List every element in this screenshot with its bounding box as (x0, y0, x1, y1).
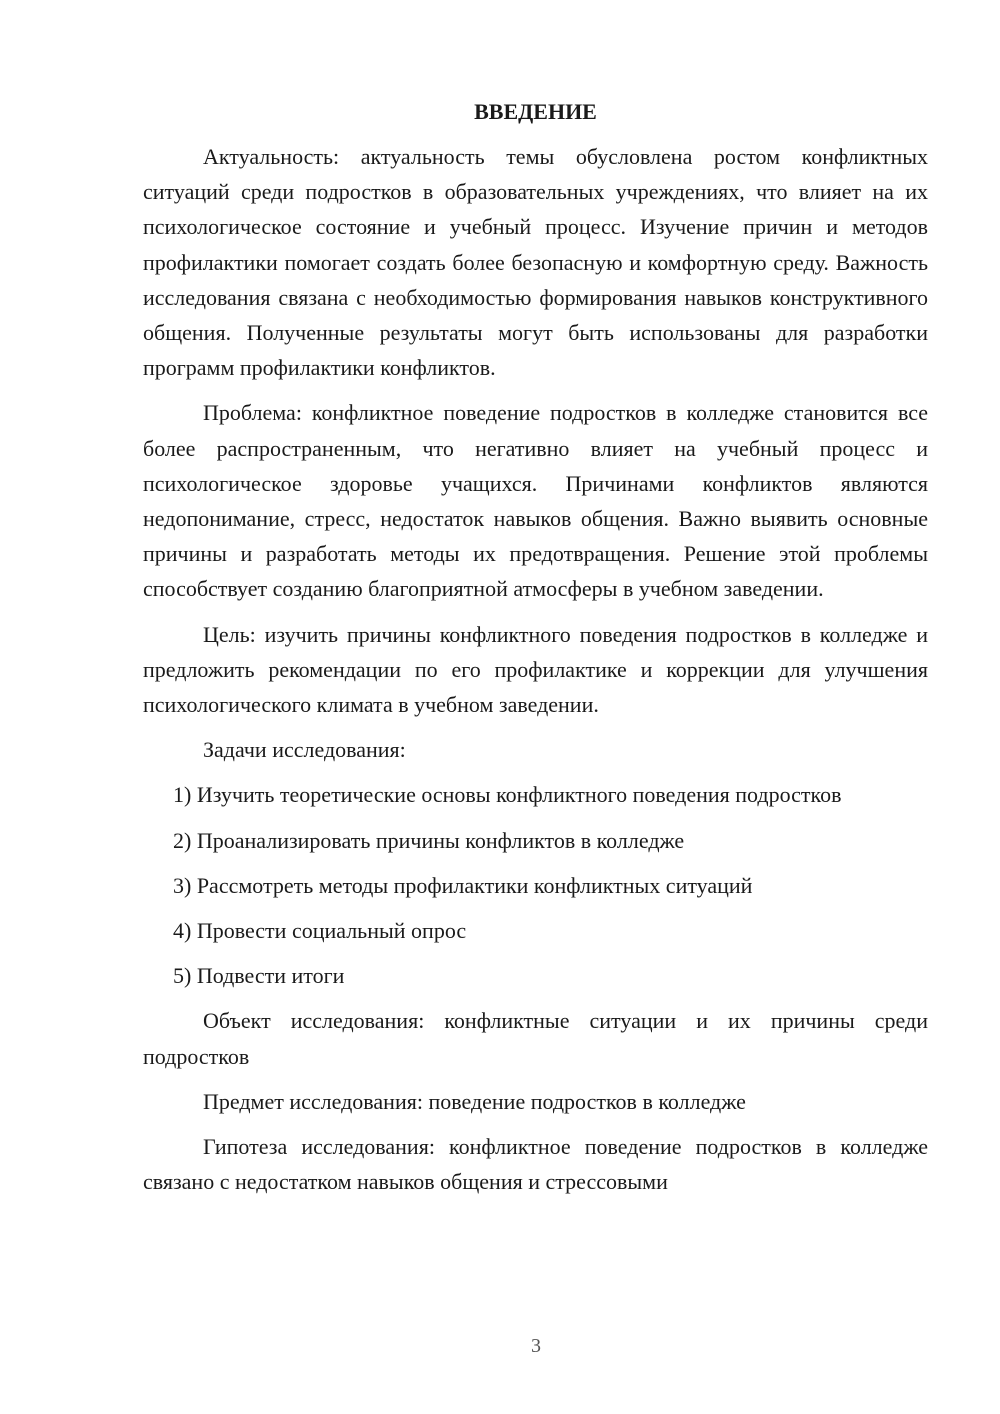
list-item: 3) Рассмотреть методы профилактики конфликтных ситуаций (173, 872, 753, 898)
subject-paragraph: Предмет исследования: поведение подростков в колледже (203, 1088, 746, 1114)
object-paragraph: Объект исследования: конфликтные ситуации и их причины среди подростков (143, 1008, 928, 1069)
page-number: 3 (531, 1335, 541, 1357)
page-content (143, 94, 928, 1199)
tasks-title: Задачи исследования: (203, 737, 406, 763)
list-item: 4) Провести социальный опрос (173, 918, 467, 944)
goal-paragraph: Цель: изучить причины конфликтного поведения подростков в колледже и предложить рекомендации по его профилактике и коррекции для улучшения психологического климата в учебном заведении. (143, 621, 928, 718)
relevance-paragraph: Актуальность: актуальность темы обусловлена ростом конфликтных ситуаций среди подростков в образовательных учреждениях, что влияет на их психологическое состояние и учебный процесс. Изучение причин и методов профилактики помогает создать более безопасную и комфортную среду. Важность исследования связана с необходимостью формирования навыков конструктивного общения. Полученные результаты могут быть использованы для разработки программ профилактики конфликтов. (143, 144, 928, 381)
list-item: 2) Проанализировать причины конфликтов в колледже (173, 827, 685, 853)
list-item: 5) Подвести итоги (173, 963, 345, 989)
page-heading: ВВЕДЕНИЕ (474, 99, 597, 124)
list-item: 1) Изучить теоретические основы конфликтного поведения подростков (173, 782, 842, 808)
tasks-list (143, 777, 928, 993)
problem-paragraph: Проблема: конфликтное поведение подростков в колледже становится все более распространенным, что негативно влияет на учебный процесс и психологическое здоровье учащихся. Причинами конфликтов являются недопонимание, стресс, недостаток навыков общения. Важно выявить основные причины и разработать методы их предотвращения. Решение этой проблемы способствует созданию благоприятной атмосферы в учебном заведении. (143, 400, 928, 602)
hypothesis-paragraph: Гипотеза исследования: конфликтное поведение подростков в колледже связано с недостатком навыков общения и стрессовыми (143, 1134, 928, 1195)
